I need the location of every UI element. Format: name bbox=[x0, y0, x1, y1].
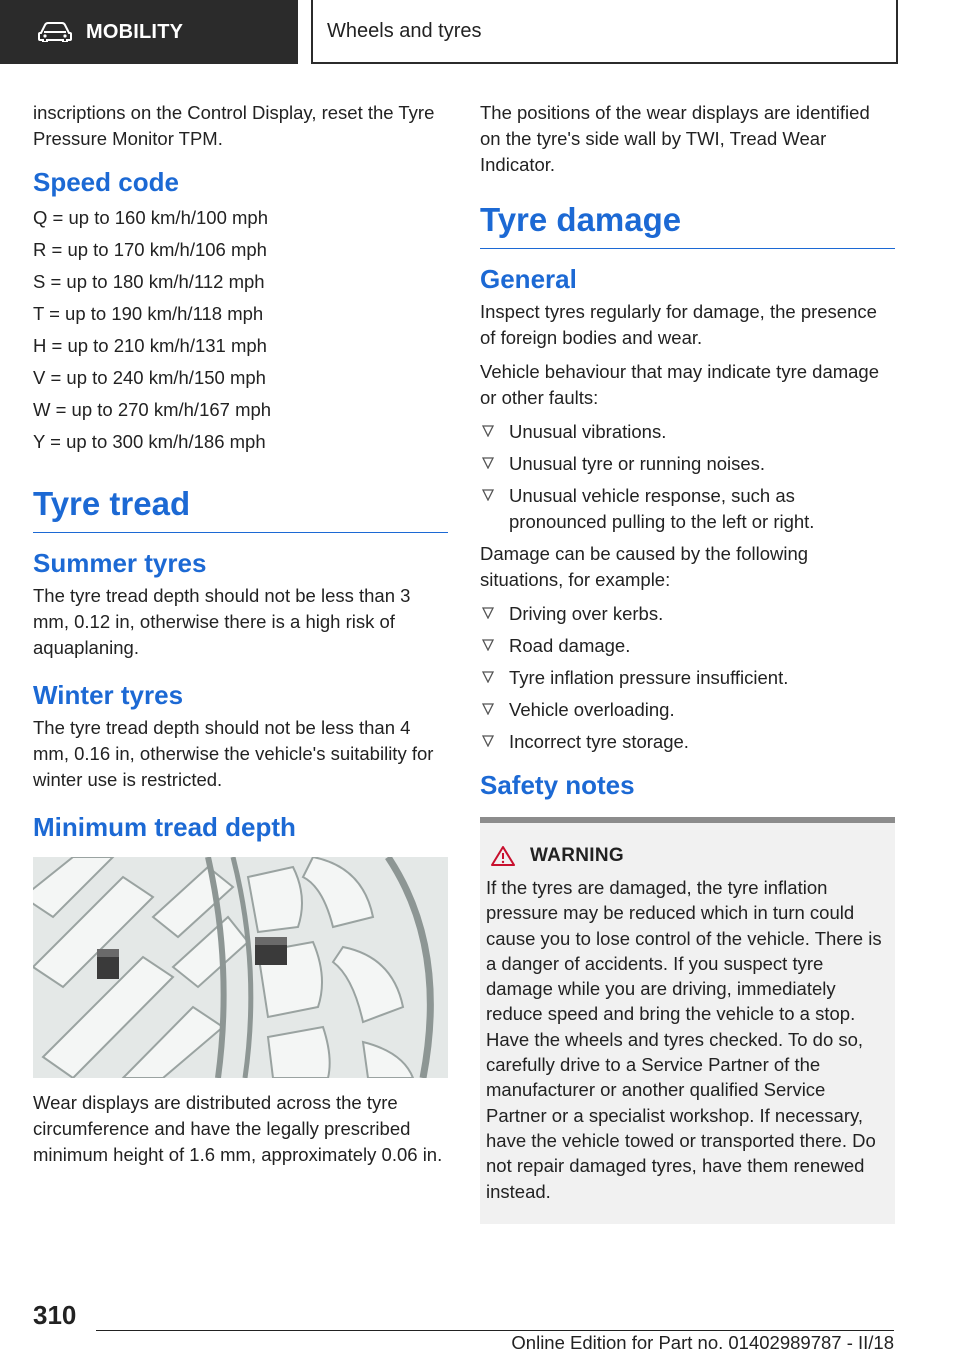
tread-wear-indicator-image bbox=[33, 857, 448, 1078]
page-number: 310 bbox=[33, 1300, 77, 1330]
list-item-text: Incorrect tyre storage. bbox=[509, 731, 689, 752]
intro-paragraph: inscriptions on the Control Display, reset the Tyre Pressure Monitor TPM. bbox=[33, 102, 435, 149]
warning-triangle-icon bbox=[490, 845, 516, 867]
warning-title bbox=[486, 845, 887, 867]
footer-divider bbox=[96, 1330, 894, 1331]
speed-code-line: Q = up to 160 km/h/100 mph bbox=[33, 207, 268, 228]
warning-label: WARNING bbox=[530, 845, 624, 866]
list-item bbox=[480, 601, 895, 627]
list-item bbox=[480, 483, 895, 535]
speed-code-list bbox=[33, 202, 448, 458]
speed-code-line: R = up to 170 km/h/106 mph bbox=[33, 239, 267, 260]
bullet-triangle-icon bbox=[482, 703, 494, 715]
list-item bbox=[480, 729, 895, 755]
list-item bbox=[480, 697, 895, 723]
edition-label: Online Edition for Part no. 01402989787 - II/18 bbox=[511, 1332, 894, 1353]
list-item-text: Unusual tyre or running noises. bbox=[509, 453, 766, 474]
speed-code-line: T = up to 190 km/h/118 mph bbox=[33, 303, 264, 324]
list-item-text: Tyre inflation pressure insufficient. bbox=[509, 667, 789, 688]
warning-box bbox=[480, 817, 895, 1224]
winter-tyres-text: The tyre tread depth should not be less than 4 mm, 0.16 in, otherwise the vehicle's suitability for winter use is restricted. bbox=[33, 717, 434, 790]
section-label: MOBILITY bbox=[86, 20, 184, 43]
left-column bbox=[33, 100, 448, 1176]
bullet-triangle-icon bbox=[482, 671, 494, 683]
warning-text: If the tyres are damaged, the tyre inflation pressure may be reduced which in turn could cause you to lose control of the vehicle. There is a danger of accidents. If you suspect tyre damage while you are driving, immediately reduce speed and bring the vehicle to a stop. Have the wheels and tyres checked. To do so, carefully drive to a Service Partner of the manufacturer or another qualified Service Partner or a specialist workshop. If necessary, have the vehicle towed or transported there. Do not repair damaged tyres, have them renewed instead. bbox=[486, 877, 882, 1202]
bullet-triangle-icon bbox=[482, 489, 494, 501]
wear-display-caption: Wear displays are distributed across the tyre circumference and have the legally prescribed minimum height of 1.6 mm, approximately 0.06 in. bbox=[33, 1092, 443, 1165]
right-column bbox=[480, 100, 895, 1224]
bullet-triangle-icon bbox=[482, 639, 494, 651]
speed-code-heading: Speed code bbox=[33, 167, 179, 197]
page-footer bbox=[0, 1290, 960, 1353]
general-paragraph-1: Inspect tyres regularly for damage, the presence of foreign bodies and wear. bbox=[480, 301, 877, 348]
speed-code-line: W = up to 270 km/h/167 mph bbox=[33, 399, 272, 420]
section-tab[interactable] bbox=[0, 0, 298, 64]
list-item bbox=[480, 665, 895, 691]
bullet-triangle-icon bbox=[482, 425, 494, 437]
page-header bbox=[0, 0, 960, 66]
minimum-tread-heading: Minimum tread depth bbox=[33, 812, 296, 842]
list-item bbox=[480, 451, 895, 477]
winter-tyres-heading: Winter tyres bbox=[33, 680, 184, 710]
general-heading: General bbox=[480, 264, 577, 294]
summer-tyres-heading: Summer tyres bbox=[33, 548, 207, 578]
list-item-text: Unusual vibrations. bbox=[509, 421, 667, 442]
general-paragraph-3: Damage can be caused by the following situations, for example: bbox=[480, 543, 809, 590]
chapter-label: Wheels and tyres bbox=[327, 19, 482, 42]
fault-indicator-list bbox=[480, 419, 895, 535]
speed-code-line: S = up to 180 km/h/112 mph bbox=[33, 271, 265, 292]
twi-paragraph: The positions of the wear displays are identified on the tyre's side wall by TWI, Tread Wear Indicator. bbox=[480, 102, 870, 175]
chapter-tab[interactable] bbox=[311, 0, 898, 64]
list-item-text: Unusual vehicle response, such as pronounced pulling to the left or right. bbox=[509, 485, 815, 532]
speed-code-line: H = up to 210 km/h/131 mph bbox=[33, 335, 267, 356]
speed-code-line: Y = up to 300 km/h/186 mph bbox=[33, 431, 266, 452]
damage-cause-list bbox=[480, 601, 895, 755]
bullet-triangle-icon bbox=[482, 607, 494, 619]
summer-tyres-text: The tyre tread depth should not be less than 3 mm, 0.12 in, otherwise there is a high risk of aquaplaning. bbox=[33, 585, 411, 658]
list-item-text: Driving over kerbs. bbox=[509, 603, 664, 624]
list-item-text: Vehicle overloading. bbox=[509, 699, 675, 720]
speed-code-line: V = up to 240 km/h/150 mph bbox=[33, 367, 266, 388]
list-item bbox=[480, 419, 895, 445]
bullet-triangle-icon bbox=[482, 457, 494, 469]
car-icon bbox=[38, 22, 72, 42]
tyre-damage-heading: Tyre damage bbox=[480, 200, 895, 249]
safety-notes-heading: Safety notes bbox=[480, 770, 635, 800]
list-item bbox=[480, 633, 895, 659]
tyre-tread-heading: Tyre tread bbox=[33, 484, 448, 533]
list-item-text: Road damage. bbox=[509, 635, 631, 656]
bullet-triangle-icon bbox=[482, 735, 494, 747]
general-paragraph-2: Vehicle behaviour that may indicate tyre damage or other faults: bbox=[480, 361, 880, 408]
